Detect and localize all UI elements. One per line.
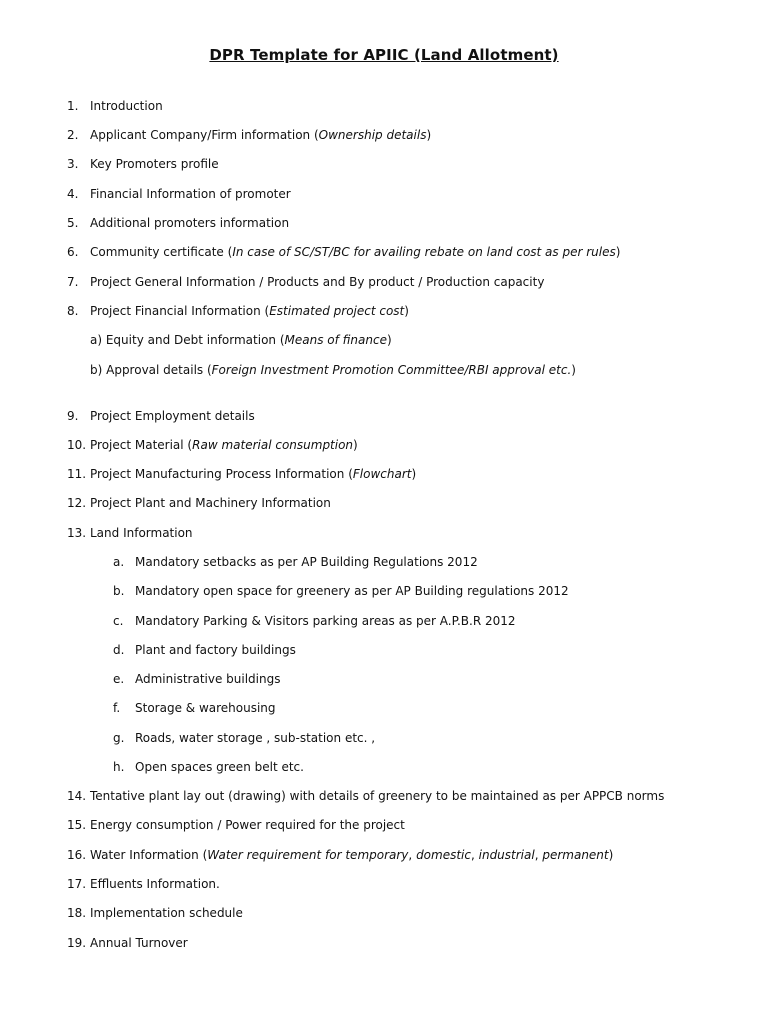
sub-list-item: b) Approval details (Foreign Investment Promotion Committee/RBI approval etc.) — [90, 363, 576, 377]
sub-list-item: a) Equity and Debt information (Means of finance) — [90, 333, 392, 347]
list-item: 10. Project Material (Raw material consumption) — [67, 438, 358, 452]
land-item: e. Administrative buildings — [113, 672, 281, 686]
list-item: 1. Introduction — [67, 99, 163, 113]
list-item: 5. Additional promoters information — [67, 216, 290, 230]
list-item: 18. Implementation schedule — [67, 906, 243, 920]
land-item: g. Roads, water storage , sub-station etc. , — [113, 731, 376, 745]
list-item: 13. Land Information — [67, 526, 193, 540]
list-item: 15. Energy consumption / Power required for the project — [67, 818, 405, 832]
list-item: 17. Effluents Information. — [67, 877, 220, 891]
land-item: f. Storage & warehousing — [113, 701, 276, 715]
list-item: 7. Project General Information / Products and By product / Production capacity — [67, 275, 545, 289]
list-item: 12. Project Plant and Machinery Information — [67, 496, 331, 510]
list-item: 2. Applicant Company/Firm information (Ownership details) — [67, 128, 432, 142]
list-item: 8. Project Financial Information (Estimated project cost) — [67, 304, 409, 318]
land-item: h. Open spaces green belt etc. — [113, 760, 304, 774]
list-item: 9. Project Employment details — [67, 409, 255, 423]
land-item: a. Mandatory setbacks as per AP Building Regulations 2012 — [113, 555, 478, 569]
list-item: 6. Community certificate (In case of SC/ST/BC for availing rebate on land cost as per rules) — [67, 245, 621, 259]
list-item: 11. Project Manufacturing Process Information (Flowchart) — [67, 467, 417, 481]
land-item: c. Mandatory Parking & Visitors parking areas as per A.P.B.R 2012 — [113, 614, 516, 628]
list-item: 16. Water Information (Water requirement for temporary, domestic, industrial, permanent) — [67, 848, 614, 862]
list-item: 4. Financial Information of promoter — [67, 187, 291, 201]
land-item: d. Plant and factory buildings — [113, 643, 296, 657]
list-item: 14. Tentative plant lay out (drawing) with details of greenery to be maintained as per APPCB norms — [67, 789, 665, 803]
list-item: 19. Annual Turnover — [67, 936, 188, 950]
list-item: 3. Key Promoters profile — [67, 157, 219, 171]
page-title: DPR Template for APIIC (Land Allotment) — [209, 46, 559, 64]
land-item: b. Mandatory open space for greenery as per AP Building regulations 2012 — [113, 584, 569, 598]
